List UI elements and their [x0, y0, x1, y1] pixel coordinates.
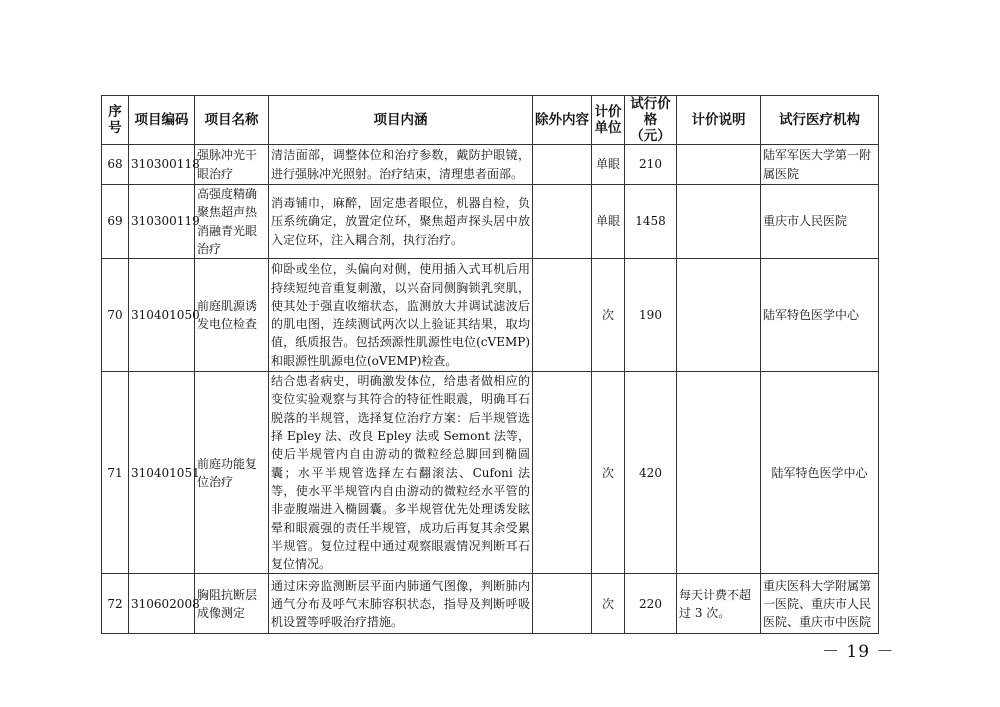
- cell-unit: 次: [592, 574, 625, 634]
- page-number: － 19 －: [822, 642, 895, 662]
- cell-price: 420: [625, 372, 677, 574]
- table-row: [102, 574, 879, 634]
- table-row: [102, 145, 879, 185]
- cell-unit: 单眼: [592, 145, 625, 185]
- table-row: [102, 372, 879, 574]
- cell-code: 310401050: [129, 259, 195, 372]
- cell-institution: 陆军特色医学中心: [761, 372, 879, 574]
- cell-content: 清洁面部，调整体位和治疗参数，戴防护眼镜，进行强脉冲光照射。治疗结束，清理患者面部。: [269, 145, 533, 185]
- cell-price: 210: [625, 145, 677, 185]
- cell-excluded: [533, 259, 592, 372]
- header-note: 计价说明: [677, 96, 761, 145]
- cell-excluded: [533, 185, 592, 259]
- cell-excluded: [533, 574, 592, 634]
- header-name: 项目名称: [195, 96, 269, 145]
- cell-institution: 重庆医科大学附属第一医院、重庆市人民医院、重庆市中医院: [761, 574, 879, 634]
- cell-content: 仰卧或坐位，头偏向对侧，使用插入式耳机后用持续短纯音重复刺激，以兴奋同侧胸锁乳突肌，使其处于强直收缩状态，监测放大并调试滤波后的肌电图，连续测试两次以上验证其结果，取均值，纸质报告。包括颈源性肌源性电位(cVEMP)和眼源性肌源电位(oVEMP)检查。: [269, 259, 533, 372]
- cell-no: 68: [102, 145, 129, 185]
- cell-no: 72: [102, 574, 129, 634]
- header-excluded: 除外内容: [533, 96, 592, 145]
- cell-note: [677, 145, 761, 185]
- cell-unit: 次: [592, 259, 625, 372]
- table-row: [102, 185, 879, 259]
- cell-code: 310401051: [129, 372, 195, 574]
- cell-name: 胸阻抗断层成像测定: [195, 574, 269, 634]
- header-content: 项目内涵: [269, 96, 533, 145]
- cell-note: [677, 259, 761, 372]
- cell-excluded: [533, 372, 592, 574]
- table-row: [102, 259, 879, 372]
- header-price: 试行价格（元）: [625, 96, 677, 145]
- cell-note: 每天计费不超过 3 次。: [677, 574, 761, 634]
- header-code: 项目编码: [129, 96, 195, 145]
- header-institution: 试行医疗机构: [761, 96, 879, 145]
- cell-name: 强脉冲光干眼治疗: [195, 145, 269, 185]
- cell-no: 69: [102, 185, 129, 259]
- cell-excluded: [533, 145, 592, 185]
- cell-content: 通过床旁监测断层平面内肺通气图像，判断肺内通气分布及呼气末肺容积状态，指导及判断呼吸机设置等呼吸治疗措施。: [269, 574, 533, 634]
- header-unit: 计价单位: [592, 96, 625, 145]
- cell-unit: 单眼: [592, 185, 625, 259]
- cell-institution: 陆军特色医学中心: [761, 259, 879, 372]
- cell-institution: 重庆市人民医院: [761, 185, 879, 259]
- cell-unit: 次: [592, 372, 625, 574]
- cell-price: 190: [625, 259, 677, 372]
- cell-name: 前庭肌源诱发电位检查: [195, 259, 269, 372]
- cell-code: 310602008: [129, 574, 195, 634]
- cell-institution: 陆军军医大学第一附属医院: [761, 145, 879, 185]
- cell-content: 结合患者病史，明确激发体位，给患者做相应的变位实验观察与其符合的特征性眼震，明确耳石脱落的半规管，选择复位治疗方案：后半规管选择 Epley 法、改良 Epley 法或 Semont 法等，使后半规管内自由游动的微粒经总脚回到椭圆囊；水平半规管选择左右翻滚法、Cufoni 法等，使水平半规管内自由游动的微粒经水平管的非壶腹端进入椭圆囊。多半规管优先处理诱发眩晕和眼震强的责任半规管，成功后再复其余受累半规管。复位过程中通过观察眼震情况判断耳石复位情况。: [269, 372, 533, 574]
- cell-no: 71: [102, 372, 129, 574]
- header-no: 序号: [102, 96, 129, 145]
- cell-content: 消毒铺巾，麻醉，固定患者眼位，机器自检，负压系统确定，放置定位环，聚焦超声探头居中放入定位环，注入耦合剂，执行治疗。: [269, 185, 533, 259]
- fee-table: [101, 95, 879, 634]
- cell-code: 310300118: [129, 145, 195, 185]
- cell-name: 前庭功能复位治疗: [195, 372, 269, 574]
- header-row: [102, 96, 879, 145]
- cell-note: [677, 372, 761, 574]
- cell-price: 220: [625, 574, 677, 634]
- cell-name: 高强度精确聚焦超声热消融青光眼治疗: [195, 185, 269, 259]
- cell-note: [677, 185, 761, 259]
- cell-no: 70: [102, 259, 129, 372]
- cell-price: 1458: [625, 185, 677, 259]
- cell-code: 310300119: [129, 185, 195, 259]
